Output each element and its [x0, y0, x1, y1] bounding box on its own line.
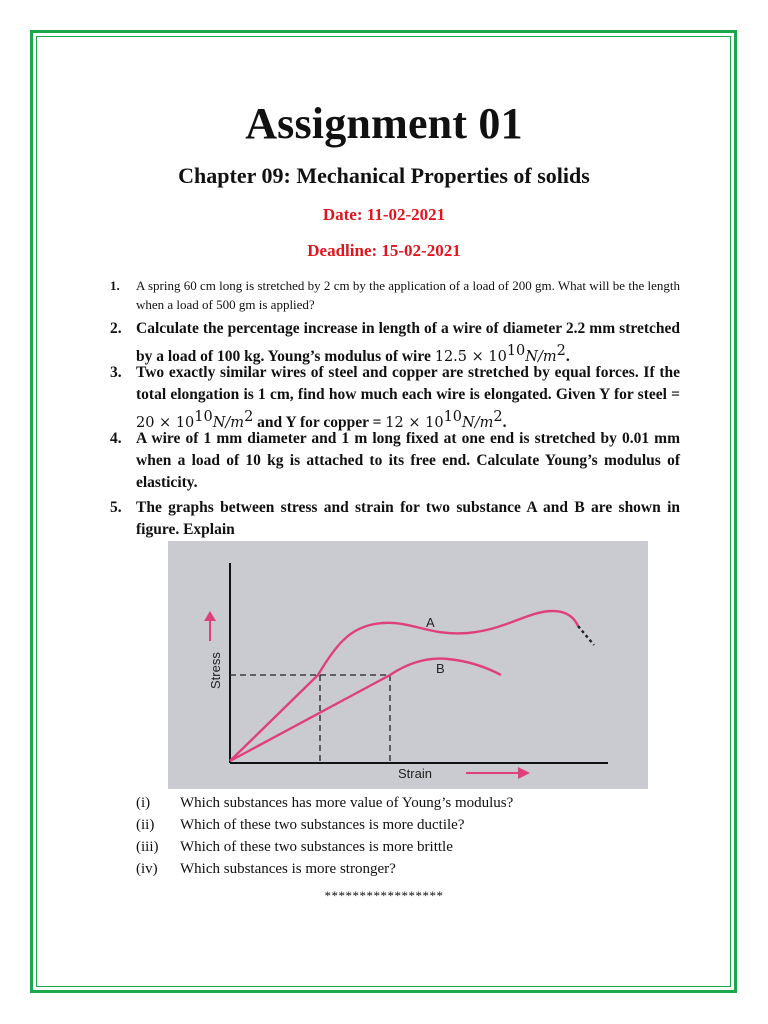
question-3 [110, 362, 680, 434]
sub-question-iii: (iii) Which of these two substances is more brittle [136, 839, 453, 855]
sub-question-ii: (ii) Which of these two substances is more ductile? [136, 817, 465, 833]
question-1 [110, 276, 680, 314]
question-text: Calculate the percentage increase in length of a wire of diameter 2.2 mm stretched by a load of 100 kg. Young’s modulus of wire $12.5 \times 10^{10}N/m^2$. [136, 320, 680, 366]
question-text: The graphs between stress and strain for two substance A and B are shown in figure. Explain [136, 499, 680, 538]
question-number: 5. [110, 499, 122, 516]
curve-a [230, 611, 578, 761]
curve-a-fracture [578, 626, 594, 645]
stress-arrow-head [204, 611, 216, 621]
deadline-line: Deadline: 15-02-2021 [307, 241, 461, 260]
chapter-heading: Chapter 09: Mechanical Properties of solids [178, 163, 590, 188]
end-marker: ***************** [324, 888, 444, 903]
question-number: 3. [110, 364, 122, 381]
assignment-title: Assignment 01 [245, 99, 523, 148]
stress-strain-figure [168, 541, 648, 789]
sub-question-iv: (iv) Which substances is more stronger? [136, 861, 396, 877]
date-line: Date: 11-02-2021 [322, 205, 446, 224]
question-number: 1. [110, 278, 120, 293]
curve-b-label: B [436, 661, 445, 676]
question-2 [110, 318, 680, 368]
question-5 [110, 497, 680, 541]
strain-arrow-head [518, 767, 530, 779]
question-number: 2. [110, 320, 122, 337]
x-axis-label: Strain [398, 766, 432, 781]
question-number: 4. [110, 430, 122, 447]
question-text: A wire of 1 mm diameter and 1 m long fixed at one end is stretched by 0.01 mm when a load of 10 kg is attached to its free end. Calculate Young’s modulus of elasticity. [136, 430, 680, 491]
curve-a-label: A [426, 615, 435, 630]
sub-question-i: (i) Which substances has more value of Young’s modulus? [136, 795, 514, 811]
y-axis-label: Stress [208, 652, 223, 689]
question-4 [110, 428, 680, 494]
stress-strain-graph [168, 541, 648, 789]
question-text: Two exactly similar wires of steel and copper are stretched by equal forces. If the total elongation is 1 cm, find how much each wire is elongated. Given Y for steel = $20 \times 10^{10}N/m^2$ and Y for copper = $12 \times 10^{10}N/m^2$. [136, 364, 680, 432]
curve-b [230, 659, 501, 761]
question-text: A spring 60 cm long is stretched by 2 cm by the application of a load of 200 gm. What will be the length when a load of 500 gm is applied? [136, 278, 680, 312]
